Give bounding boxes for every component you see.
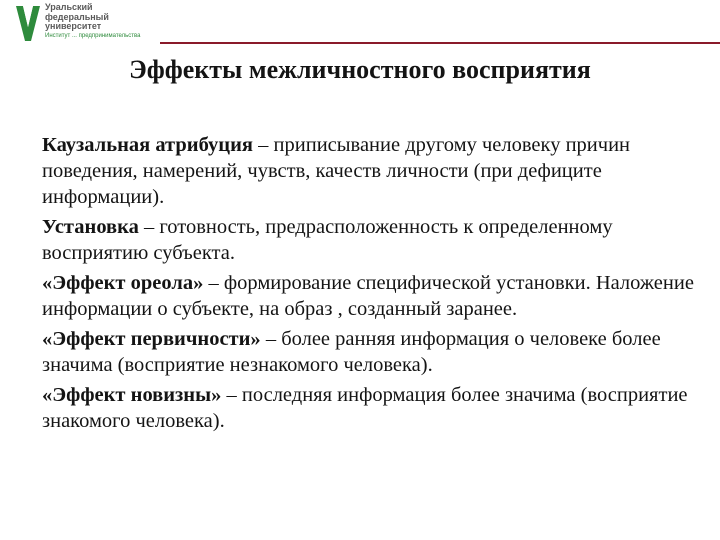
logo-name-line-2: федеральный <box>45 11 109 22</box>
item-term: Каузальная атрибуция <box>42 134 254 156</box>
logo-name-line-1: Уральский <box>45 2 93 12</box>
item-definition: – формирование специфической установки. Наложение информации о субъекте, на образ , созданный заранее. <box>42 272 694 320</box>
header <box>0 0 720 48</box>
item-definition: – готовность, предрасположенность к определенному восприятию субъекта. <box>42 216 613 264</box>
item-definition: – более ранняя информация о человеке более значима (восприятие незнакомого человека). <box>42 328 661 376</box>
logo-tagline: Институт ... предпринимательства <box>45 32 141 39</box>
item-term: «Эффект первичности» <box>42 328 261 350</box>
item-definition: – последняя информация более значима (восприятие знакомого человека). <box>42 384 688 432</box>
list-item <box>42 132 702 210</box>
slide-content <box>42 132 702 438</box>
slide-title: Эффекты межличностного восприятия <box>129 55 591 84</box>
logo-name-line-3: университет <box>45 21 102 31</box>
list-item <box>42 382 702 434</box>
list-item <box>42 270 702 322</box>
item-term: «Эффект ореола» <box>42 272 204 294</box>
header-divider <box>160 42 720 44</box>
list-item <box>42 214 702 266</box>
item-term: «Эффект новизны» <box>42 384 222 406</box>
urfu-logo-icon <box>14 3 42 43</box>
logo-text <box>45 3 141 40</box>
item-definition: – приписывание другому человеку причин поведения, намерений, чувств, качеств личности (при дефиците информации). <box>42 134 631 208</box>
list-item <box>42 326 702 378</box>
item-term: Установка <box>42 216 139 238</box>
